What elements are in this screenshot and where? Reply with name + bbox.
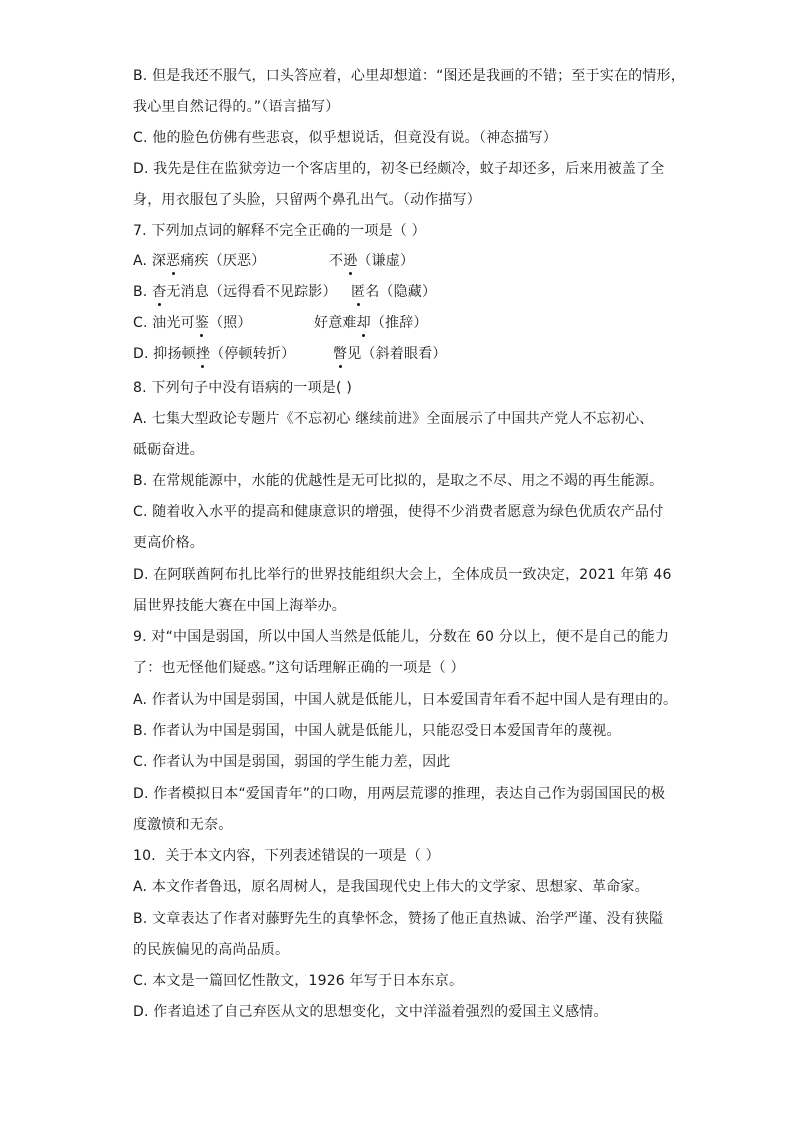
option-7c — [133, 313, 428, 333]
option-7c-word2: 好意难却（推辞） — [314, 315, 428, 331]
option-6b-line1: B. 但是我还不服气，口头答应着，心里却想道：“图还是我画的不错；至于实在的情形， — [133, 68, 685, 84]
question-9-line1: 9. 对“中国是弱国，所以中国人当然是低能儿，分数在 60 分以上，便不是自己的能力 — [133, 629, 670, 645]
option-9d-line2: 度激愤和无奈。 — [133, 817, 233, 833]
option-9c: C. 作者认为中国是弱国，弱国的学生能力差，因此 — [133, 754, 451, 770]
option-10b-line2: 的民族偏见的高尚品质。 — [133, 942, 290, 958]
option-7b — [133, 282, 436, 302]
option-8a-line2: 砥砺奋进。 — [133, 442, 204, 458]
option-8c-line1: C. 随着收入水平的提高和健康意识的增强，使得不少消费者愿意为绿色优质农产品付 — [133, 504, 664, 520]
option-8d-line1: D. 在阿联酋阿布扎比举行的世界技能组织大会上，全体成员一致决定，2021 年第 46 — [133, 567, 672, 583]
option-6d-line2: 身，用衣服包了头脸，只留两个鼻孔出气。（动作描写） — [133, 192, 481, 208]
option-9b: B. 作者认为中国是弱国，中国人就是低能儿，只能忍受日本爱国青年的蔑视。 — [133, 723, 621, 739]
question-8: 8. 下列句子中没有语病的一项是( ) — [133, 380, 352, 396]
option-7d-word2: 瞥见（斜着眼看） — [333, 346, 447, 362]
option-8a-line1: A. 七集大型政论专题片《不忘初心 继续前进》全面展示了中国共产党人不忘初心、 — [133, 411, 654, 427]
option-6b-line2: 我心里自然记得的。”（语言描写） — [133, 99, 340, 115]
option-9a: A. 作者认为中国是弱国，中国人就是低能儿，日本爱国青年看不起中国人是有理由的。 — [133, 692, 678, 708]
option-10d: D. 作者追述了自己弃医从文的思想变化，文中洋溢着强烈的爱国主义感情。 — [133, 1004, 608, 1020]
dotted-char: 恶 — [166, 253, 181, 269]
option-8b: B. 在常规能源中，水能的优越性是无可比拟的，是取之不尽、用之不竭的再生能源。 — [133, 473, 664, 489]
option-6d-line1: D. 我先是住在监狱旁边一个客店里的，初冬已经颇冷，蚊子却还多，后来用被盖了全 — [133, 161, 665, 177]
dotted-char: 匿 — [351, 284, 366, 300]
option-7a — [133, 251, 414, 271]
question-10: 10．关于本文内容，下列表述错误的一项是（ ） — [133, 848, 440, 864]
option-6c: C. 他的脸色仿佛有些悲哀，似乎想说话，但竟没有说。（神态描写） — [133, 130, 558, 146]
dotted-char: 杳 — [152, 284, 167, 300]
option-10b-line1: B. 文章表达了作者对藤野先生的真挚怀念，赞扬了他正直热诚、治学严谨、没有狭隘 — [133, 911, 664, 927]
dotted-char: 逊 — [343, 253, 358, 269]
option-10c: C. 本文是一篇回忆性散文，1926 年写于日本东京。 — [133, 973, 464, 989]
option-7c-word1: C. 油光可鉴（照） — [133, 315, 252, 331]
question-7: 7. 下列加点词的解释不完全正确的一项是（ ） — [133, 223, 426, 239]
option-9d-line1: D. 作者模拟日本“爱国青年”的口吻，用两层荒谬的推理，表达自己作为弱国国民的极 — [133, 786, 666, 802]
option-7a-word2: 不逊（谦虚） — [329, 253, 415, 269]
dotted-char: 却 — [356, 315, 371, 331]
option-7d-word1: D. 抑扬顿挫（停顿转折） — [133, 346, 296, 362]
dotted-char: 挫 — [195, 346, 211, 362]
option-7a-word1: A. 深恶痛疾（厌恶） — [133, 253, 266, 269]
option-7b-word1: B. 杳无消息（远得看不见踪影） — [133, 284, 337, 300]
dotted-char: 瞥 — [333, 346, 348, 362]
dotted-char: 鉴 — [194, 315, 210, 331]
option-10a: A. 本文作者鲁迅，原名周树人，是我国现代史上伟大的文学家、思想家、革命家。 — [133, 879, 649, 895]
option-7b-word2: 匿名（隐藏） — [351, 284, 437, 300]
question-9-line2: 了：也无怪他们疑惑。”这句话理解正确的一项是（ ） — [133, 660, 465, 676]
option-8d-line2: 届世界技能大赛在中国上海举办。 — [133, 598, 346, 614]
option-7d — [133, 344, 447, 364]
option-8c-line2: 更高价格。 — [133, 535, 204, 551]
